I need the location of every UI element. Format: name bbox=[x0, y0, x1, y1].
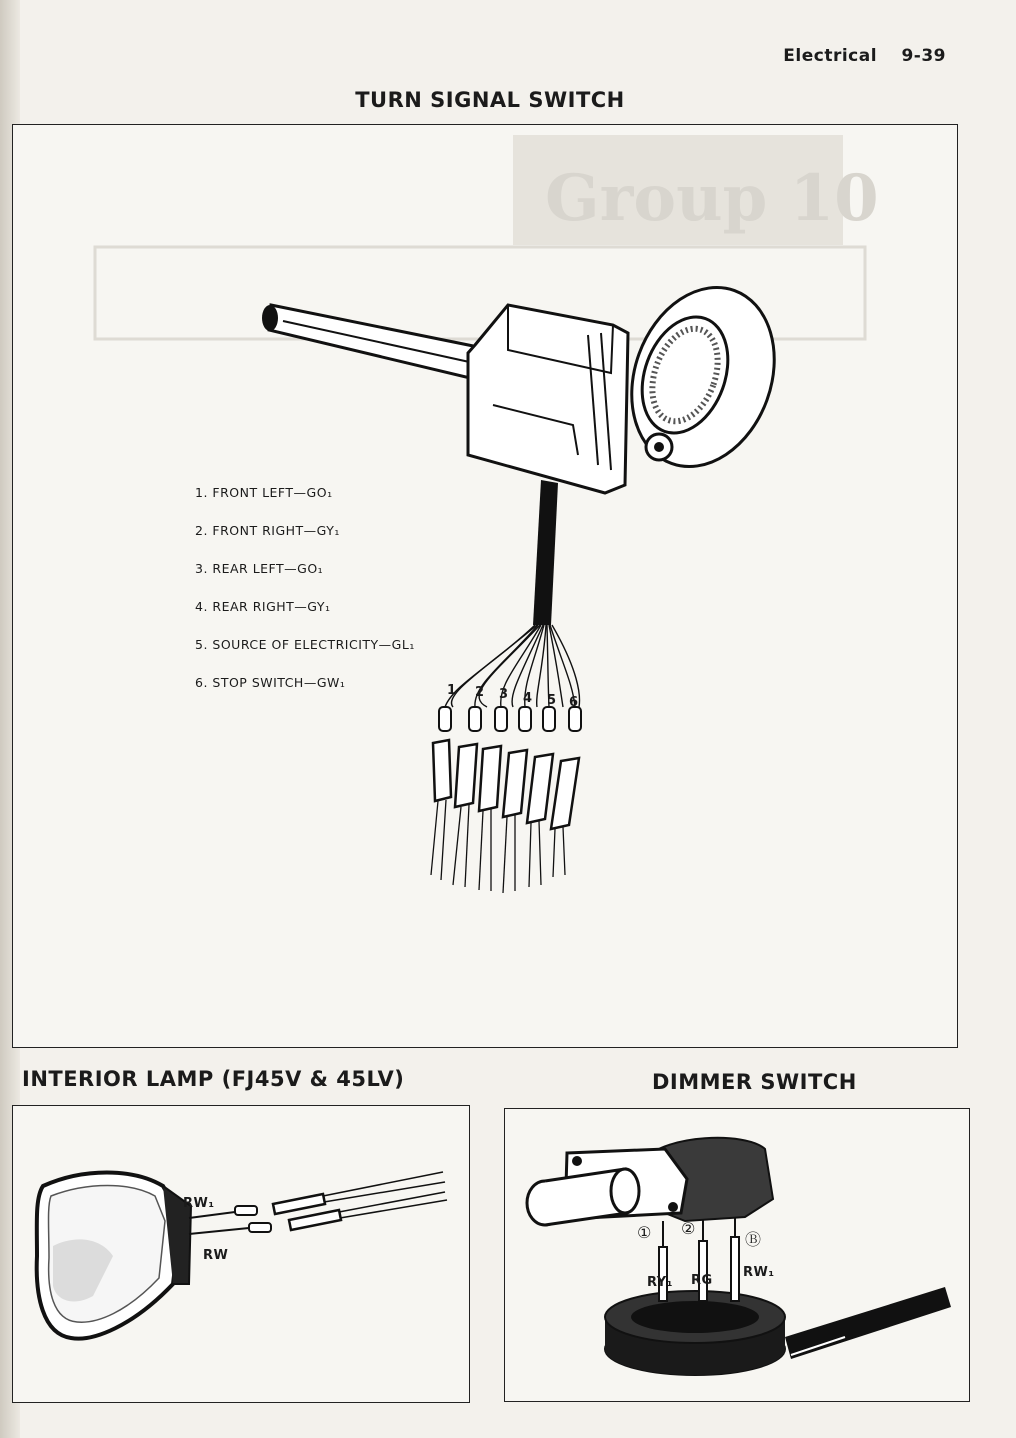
dimmer-switch-drawing bbox=[505, 1109, 969, 1401]
wire-label-rw1: RW₁ bbox=[183, 1196, 215, 1211]
wire-number-2: 2 bbox=[475, 685, 485, 700]
wire-number-4: 4 bbox=[523, 691, 533, 706]
terminal-b-marker: Ⓑ bbox=[745, 1230, 762, 1249]
column-clamp-ring bbox=[608, 267, 799, 486]
dimmer-switch-title: DIMMER SWITCH bbox=[652, 1070, 857, 1094]
wire-number-1: 1 bbox=[447, 683, 457, 698]
bullet-terminals bbox=[439, 707, 581, 731]
page-number: 9-39 bbox=[901, 46, 946, 66]
connector-sleeves bbox=[433, 740, 579, 829]
legend-item-1: 1. FRONT LEFT—GO₁ bbox=[195, 485, 333, 500]
dimmer-cable bbox=[785, 1287, 951, 1359]
turn-signal-title: TURN SIGNAL SWITCH bbox=[355, 88, 625, 112]
interior-lamp-panel bbox=[12, 1105, 470, 1403]
switch-base bbox=[605, 1291, 785, 1375]
interior-lamp-title: INTERIOR LAMP (FJ45V & 45LV) bbox=[22, 1067, 405, 1091]
lamp-housing bbox=[37, 1173, 191, 1339]
wire-number-6: 6 bbox=[569, 695, 579, 710]
wire-harness-cable bbox=[533, 480, 558, 625]
legend-item-3: 3. REAR LEFT—GO₁ bbox=[195, 561, 324, 576]
wire-number-5: 5 bbox=[547, 693, 557, 708]
turn-signal-drawing bbox=[13, 125, 957, 1047]
switch-lever-rod bbox=[262, 305, 493, 383]
harness-wires bbox=[445, 625, 580, 707]
wire-legend bbox=[195, 485, 415, 713]
wire-label-rw: RW bbox=[203, 1248, 229, 1263]
ghost-group-heading: Group 10 bbox=[545, 161, 879, 236]
terminal-1-marker: ① bbox=[637, 1223, 652, 1242]
legend-item-4: 4. REAR RIGHT—GY₁ bbox=[195, 599, 331, 614]
dimmer-switch-panel bbox=[504, 1108, 970, 1402]
wire-label-rg: RG bbox=[691, 1273, 713, 1288]
terminal-2-marker: ② bbox=[681, 1219, 696, 1238]
harness-connectors bbox=[273, 1172, 447, 1230]
turn-signal-panel bbox=[12, 124, 958, 1048]
section-name: Electrical bbox=[783, 46, 878, 66]
wire-label-rw1: RW₁ bbox=[743, 1265, 775, 1280]
legend-item-2: 2. FRONT RIGHT—GY₁ bbox=[195, 523, 340, 538]
legend-item-6: 6. STOP SWITCH—GW₁ bbox=[195, 675, 346, 690]
switch-body bbox=[468, 305, 628, 493]
legend-item-5: 5. SOURCE OF ELECTRICITY—GL₁ bbox=[195, 637, 415, 652]
ghost-banner bbox=[513, 135, 843, 245]
interior-lamp-drawing bbox=[13, 1106, 469, 1402]
wire-label-ry1: RY₁ bbox=[647, 1275, 673, 1290]
page-header bbox=[765, 46, 946, 66]
wire-number-3: 3 bbox=[499, 687, 509, 702]
